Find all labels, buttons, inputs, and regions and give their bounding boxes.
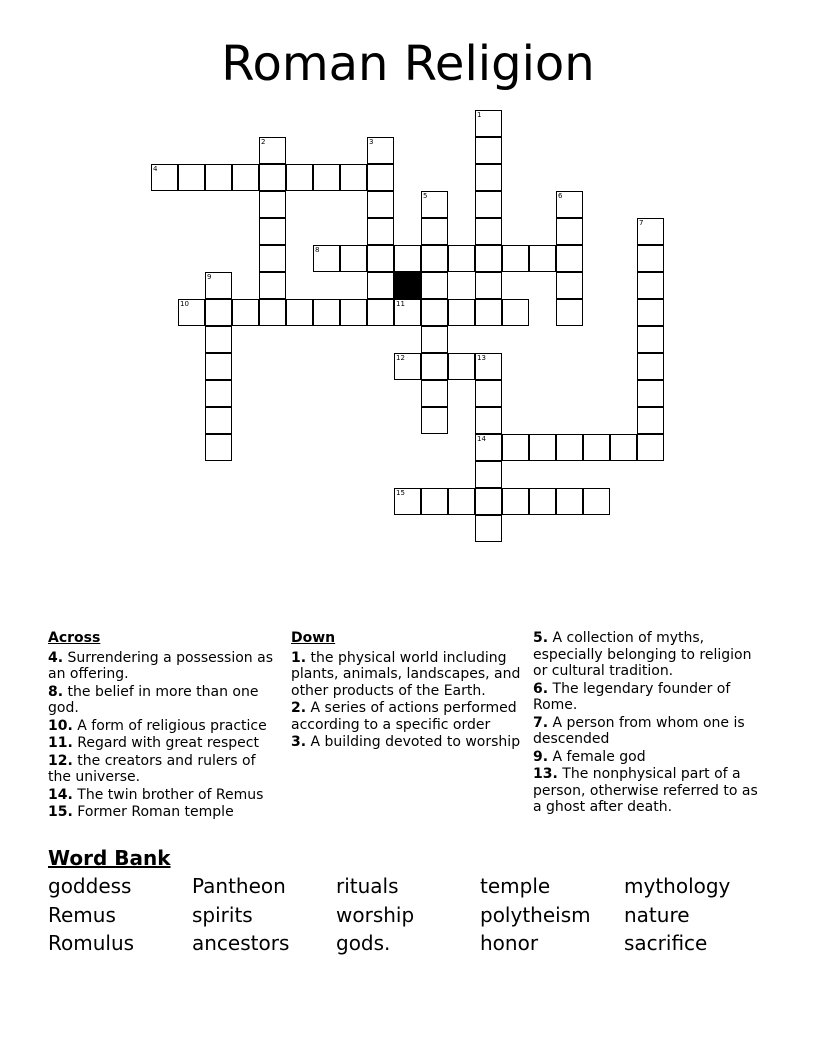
grid-cell[interactable] <box>421 326 448 353</box>
word-bank-entry: goddess <box>48 874 132 898</box>
clue-item <box>533 630 769 680</box>
clue-text: the creators and rulers of the universe. <box>48 752 256 785</box>
grid-cell[interactable] <box>637 245 664 272</box>
clue-item <box>48 650 278 683</box>
grid-cell[interactable] <box>448 299 475 326</box>
grid-cell[interactable] <box>259 164 286 191</box>
grid-cell[interactable] <box>502 245 529 272</box>
grid-cell[interactable] <box>475 407 502 434</box>
clue-item <box>291 650 523 700</box>
clue-number: 4. <box>48 649 64 666</box>
clue-number: 7. <box>533 714 549 731</box>
clue-item <box>48 684 278 717</box>
grid-cell[interactable] <box>232 299 259 326</box>
clue-text: The nonphysical part of a person, otherwise referred to as a ghost after death. <box>533 766 758 815</box>
grid-cell[interactable] <box>637 434 664 461</box>
grid-cell[interactable] <box>448 488 475 515</box>
grid-cell[interactable] <box>367 245 394 272</box>
word-bank-entry: honor <box>480 931 539 955</box>
grid-cell[interactable] <box>475 218 502 245</box>
clue-text: A form of religious practice <box>72 717 267 734</box>
grid-cell[interactable] <box>367 299 394 326</box>
cell-number: 3 <box>369 138 374 146</box>
word-bank-title: Word Bank <box>48 846 171 870</box>
clue-number: 10. <box>48 717 73 734</box>
grid-cell[interactable] <box>205 434 232 461</box>
clue-text: The twin brother of Remus <box>72 786 264 803</box>
grid-cell[interactable] <box>421 488 448 515</box>
cell-number: 5 <box>423 192 428 200</box>
word-bank-entry: rituals <box>336 874 399 898</box>
word-bank <box>48 874 788 960</box>
grid-cell[interactable] <box>178 164 205 191</box>
clue-number: 11. <box>48 735 73 751</box>
clue-item <box>48 787 278 804</box>
grid-cell[interactable] <box>475 434 502 461</box>
grid-cell[interactable] <box>421 299 448 326</box>
word-bank-entry: nature <box>624 902 690 927</box>
grid-cell[interactable] <box>556 191 583 218</box>
word-bank-entry: spirits <box>192 902 253 927</box>
grid-cell[interactable] <box>556 299 583 326</box>
clue-text: A building devoted to worship <box>306 734 521 750</box>
grid-cell[interactable] <box>475 137 502 164</box>
cell-number: 7 <box>639 219 644 227</box>
clue-item <box>48 735 278 752</box>
clue-text: the physical world including plants, animals, landscapes, and other products of the Earth. <box>291 649 521 699</box>
cell-number: 6 <box>558 192 563 200</box>
grid-cell[interactable] <box>502 488 529 515</box>
clue-number: 5. <box>533 630 549 646</box>
clue-text: A series of actions performed according to a specific order <box>291 700 517 733</box>
grid-cell[interactable] <box>259 191 286 218</box>
clue-item <box>48 753 278 786</box>
puzzle-title: Roman Religion <box>221 36 595 92</box>
grid-cell[interactable] <box>205 326 232 353</box>
grid-cell[interactable] <box>421 272 448 299</box>
grid-cell[interactable] <box>637 299 664 326</box>
clue-number: 2. <box>291 700 307 716</box>
word-bank-entry: mythology <box>624 874 731 898</box>
word-bank-entry: Romulus <box>48 931 135 955</box>
word-bank-entry: Pantheon <box>192 874 286 898</box>
grid-cell[interactable] <box>475 272 502 299</box>
grid-cell[interactable] <box>259 299 286 326</box>
clue-item <box>533 715 769 748</box>
down-heading: Down <box>291 630 336 646</box>
clue-number: 1. <box>291 649 307 666</box>
clue-number: 9. <box>533 748 549 765</box>
word-bank-entry: temple <box>480 874 551 898</box>
grid-cell[interactable] <box>259 218 286 245</box>
grid-cell[interactable] <box>205 353 232 380</box>
grid-cell[interactable] <box>151 164 178 191</box>
grid-cell[interactable] <box>475 515 502 542</box>
clue-text: the belief in more than one god. <box>48 683 259 716</box>
clue-text: Surrendering a possession as an offering. <box>48 649 273 682</box>
blocked-cell <box>394 272 421 299</box>
clue-item <box>533 766 769 816</box>
grid-cell[interactable] <box>475 488 502 515</box>
cell-number: 11 <box>396 300 405 308</box>
grid-cell[interactable] <box>475 191 502 218</box>
cell-number: 1 <box>477 111 482 119</box>
grid-cell[interactable] <box>556 434 583 461</box>
grid-cell[interactable] <box>556 272 583 299</box>
clue-number: 6. <box>533 680 549 697</box>
grid-cell[interactable] <box>421 218 448 245</box>
grid-cell[interactable] <box>205 299 232 326</box>
clue-item <box>533 749 769 766</box>
cell-number: 4 <box>153 165 158 173</box>
grid-cell[interactable] <box>556 488 583 515</box>
grid-cell[interactable] <box>367 218 394 245</box>
grid-cell[interactable] <box>421 245 448 272</box>
grid-cell[interactable] <box>367 137 394 164</box>
grid-cell[interactable] <box>421 191 448 218</box>
clue-text: A person from whom one is descended <box>533 714 745 747</box>
grid-cell[interactable] <box>421 380 448 407</box>
cell-number: 8 <box>315 246 320 254</box>
grid-cell[interactable] <box>475 245 502 272</box>
grid-cell[interactable] <box>529 434 556 461</box>
grid-cell[interactable] <box>583 488 610 515</box>
across-clues <box>48 630 278 822</box>
grid-cell[interactable] <box>448 353 475 380</box>
grid-cell[interactable] <box>421 353 448 380</box>
grid-cell[interactable] <box>313 164 340 191</box>
grid-cell[interactable] <box>394 353 421 380</box>
grid-cell[interactable] <box>475 380 502 407</box>
grid-cell[interactable] <box>637 380 664 407</box>
grid-cell[interactable] <box>502 299 529 326</box>
word-bank-entry: gods. <box>336 931 391 955</box>
clue-item <box>291 700 523 733</box>
grid-cell[interactable] <box>205 272 232 299</box>
clue-item <box>48 804 278 821</box>
grid-cell[interactable] <box>259 245 286 272</box>
grid-cell[interactable] <box>556 245 583 272</box>
grid-cell[interactable] <box>448 245 475 272</box>
clue-number: 8. <box>48 683 64 700</box>
cell-number: 9 <box>207 273 212 281</box>
word-bank-entry: sacrifice <box>624 931 708 955</box>
grid-cell[interactable] <box>367 272 394 299</box>
cell-number: 13 <box>477 354 486 362</box>
cell-number: 12 <box>396 354 405 362</box>
cell-number: 2 <box>261 138 266 146</box>
clue-text: Former Roman temple <box>72 804 234 820</box>
grid-cell[interactable] <box>637 218 664 245</box>
clue-number: 3. <box>291 734 307 750</box>
grid-cell[interactable] <box>205 407 232 434</box>
grid-cell[interactable] <box>232 164 259 191</box>
cell-number: 15 <box>396 489 405 497</box>
grid-cell[interactable] <box>340 299 367 326</box>
cell-number: 14 <box>477 435 486 443</box>
clue-number: 15. <box>48 804 73 820</box>
grid-cell[interactable] <box>394 488 421 515</box>
grid-cell[interactable] <box>205 164 232 191</box>
down-clues-continued <box>533 630 769 817</box>
grid-cell[interactable] <box>475 353 502 380</box>
grid-cell[interactable] <box>286 299 313 326</box>
grid-cell[interactable] <box>475 461 502 488</box>
clue-number: 13. <box>533 766 558 782</box>
clue-text: A female god <box>548 748 646 765</box>
grid-cell[interactable] <box>637 326 664 353</box>
grid-cell[interactable] <box>313 299 340 326</box>
grid-cell[interactable] <box>205 380 232 407</box>
grid-cell[interactable] <box>421 407 448 434</box>
grid-cell[interactable] <box>340 245 367 272</box>
clue-text: Regard with great respect <box>72 735 259 751</box>
grid-cell[interactable] <box>259 137 286 164</box>
clue-text: The legendary founder of Rome. <box>533 680 731 713</box>
grid-cell[interactable] <box>610 434 637 461</box>
grid-cell[interactable] <box>367 191 394 218</box>
grid-cell[interactable] <box>556 218 583 245</box>
word-bank-entry: polytheism <box>480 902 591 927</box>
clue-number: 14. <box>48 786 73 803</box>
grid-cell[interactable] <box>529 488 556 515</box>
grid-cell[interactable] <box>313 245 340 272</box>
word-bank-entry: Remus <box>48 902 116 927</box>
down-clues <box>291 630 523 752</box>
grid-cell[interactable] <box>394 299 421 326</box>
grid-cell[interactable] <box>340 164 367 191</box>
grid-cell[interactable] <box>286 164 313 191</box>
grid-cell[interactable] <box>637 272 664 299</box>
grid-cell[interactable] <box>475 110 502 137</box>
grid-cell[interactable] <box>529 245 556 272</box>
grid-cell[interactable] <box>502 434 529 461</box>
grid-cell[interactable] <box>637 353 664 380</box>
cell-number: 10 <box>180 300 189 308</box>
grid-cell[interactable] <box>367 164 394 191</box>
clue-number: 12. <box>48 752 73 769</box>
clue-item <box>533 681 769 714</box>
grid-cell[interactable] <box>637 407 664 434</box>
grid-cell[interactable] <box>394 245 421 272</box>
grid-cell[interactable] <box>259 272 286 299</box>
clue-text: A collection of myths, especially belonging to religion or cultural tradition. <box>533 630 752 679</box>
word-bank-entry: worship <box>336 902 415 927</box>
grid-cell[interactable] <box>178 299 205 326</box>
grid-cell[interactable] <box>475 299 502 326</box>
word-bank-entry: ancestors <box>192 931 290 955</box>
clue-item <box>48 718 278 735</box>
grid-cell[interactable] <box>475 164 502 191</box>
grid-cell[interactable] <box>583 434 610 461</box>
clue-item <box>291 734 523 751</box>
across-heading: Across <box>48 630 101 646</box>
